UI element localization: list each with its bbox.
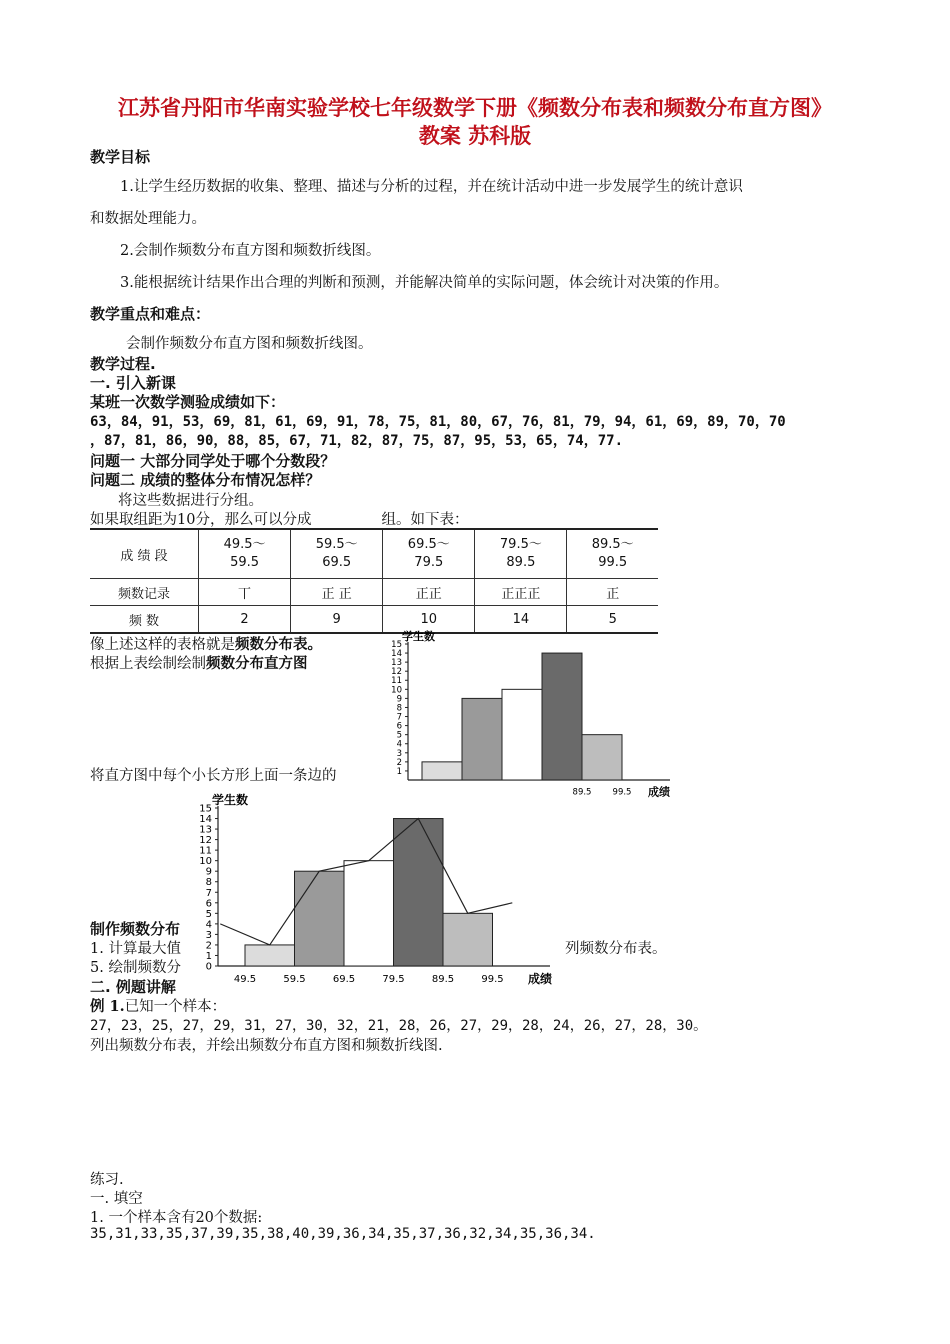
x-tick-label: 79.5 — [382, 974, 405, 985]
row-label-count: 频 数 — [90, 606, 199, 634]
data-intro: 某班一次数学测验成绩如下： — [90, 393, 286, 411]
goal-item-2: 2.会制作频数分布直方图和频数折线图。 — [120, 243, 381, 259]
step-1: 1. 计算最大值 — [90, 941, 181, 957]
range-cell: 89.5～ 99.5 — [567, 529, 658, 579]
histogram-bar — [344, 861, 394, 966]
x-tick-label: 89.5 — [572, 787, 592, 798]
histogram-chart-2 — [190, 778, 580, 986]
count-cell: 9 — [291, 606, 383, 634]
histogram-bar — [462, 698, 502, 780]
x-axis-label: 成绩 — [648, 785, 670, 799]
count-cell: 2 — [199, 606, 291, 634]
x-tick-label: 89.5 — [431, 974, 455, 985]
goals-heading: 教学目标 — [90, 148, 151, 166]
y-tick-label: 13 — [199, 824, 212, 836]
example-text: 已知一个样本： — [124, 999, 227, 1015]
y-tick-label: 11 — [391, 676, 402, 687]
x-tick-label: 49.5 — [233, 974, 257, 985]
y-tick-label: 12 — [391, 667, 402, 678]
histogram-bar — [394, 819, 444, 966]
y-tick-label: 13 — [391, 658, 402, 669]
group-text: 将这些数据进行分组。 — [118, 493, 263, 509]
x-tick-label: 59.5 — [283, 974, 306, 985]
histogram-bar — [502, 689, 542, 780]
y-tick-label: 15 — [391, 639, 402, 650]
tally-cell: 正正 — [383, 579, 475, 606]
y-tick-label: 1 — [205, 950, 212, 962]
example-data: 27，23，25，27，29，31，27，30，32，21，28，26，27，29，28，24，26，27，28，30。 — [90, 1018, 708, 1034]
example-label: 例 1. — [90, 998, 125, 1015]
section2-heading: 二. 例题讲解 — [90, 978, 176, 996]
goal-item-1b: 和数据处理能力。 — [90, 211, 206, 227]
table-row-ranges — [90, 529, 658, 579]
goal-item-1a: 1.让学生经历数据的收集、整理、描述与分析的过程，并在统计活动中进一步发展学生的统计意识 — [120, 179, 743, 195]
histogram-bar — [542, 653, 582, 780]
line1-bold: 频数分布表。 — [235, 636, 322, 653]
y-tick-label: 1 — [396, 766, 402, 777]
x-tick-label: 99.5 — [612, 787, 632, 798]
section1-heading: 一. 引入新课 — [90, 374, 176, 392]
practice-data: 35,31,33,35,37,39,35,38,40,39,36,34,35,37,36,32,34,35,36,34. — [90, 1226, 596, 1242]
fill-in-blank — [311, 514, 381, 529]
keypoints-text: 会制作频数分布直方图和频数折线图。 — [126, 336, 373, 352]
count-cell: 5 — [567, 606, 658, 634]
after-table-line-3: 将直方图中每个小长方形上面一条边的 — [90, 768, 337, 784]
after-table-line-2 — [90, 652, 308, 673]
tally-cell: 丅 — [199, 579, 291, 606]
x-tick-label: 99.5 — [481, 974, 504, 985]
example-1 — [90, 995, 226, 1016]
line2-bold: 频数分布直方图 — [206, 655, 308, 672]
line1-text: 像上述这样的表格就是 — [90, 637, 235, 653]
range-cell: 49.5～ 59.5 — [199, 529, 291, 579]
histogram-bar — [443, 913, 493, 966]
question-2: 问题二 成绩的整体分布情况怎样？ — [90, 471, 321, 489]
y-tick-label: 8 — [205, 877, 212, 889]
y-tick-label: 14 — [199, 814, 212, 826]
y-tick-label: 7 — [396, 712, 402, 723]
histogram-chart-1 — [370, 625, 690, 800]
document-title-line1: 江苏省丹阳市华南实验学校七年级数学下册《频数分布表和频数分布直方图》 — [118, 96, 832, 120]
group-distance-text — [90, 508, 468, 529]
row-label-range: 成 绩 段 — [90, 529, 199, 579]
y-tick-label: 4 — [396, 739, 402, 750]
y-tick-label: 0 — [205, 961, 212, 973]
group-distance-prefix: 如果取组距为10分，那么可以分成 — [90, 512, 312, 528]
y-tick-label: 5 — [205, 908, 212, 920]
table-row-tally — [90, 579, 658, 606]
practice-subheading: 一. 填空 — [90, 1191, 143, 1207]
y-tick-label: 14 — [391, 649, 402, 660]
range-cell: 59.5～ 69.5 — [291, 529, 383, 579]
y-tick-label: 3 — [396, 748, 402, 759]
tally-cell: 正正正 — [475, 579, 567, 606]
question-1: 问题一 大部分同学处于哪个分数段？ — [90, 452, 336, 470]
y-axis-label: 学生数 — [212, 793, 249, 807]
y-tick-label: 10 — [391, 685, 402, 696]
tally-cell: 正 正 — [291, 579, 383, 606]
histogram-bar — [582, 735, 622, 780]
y-tick-label: 8 — [396, 703, 402, 714]
y-tick-label: 6 — [205, 898, 212, 910]
keypoints-heading: 教学重点和难点： — [90, 305, 211, 323]
y-tick-label: 9 — [396, 694, 402, 705]
steps-heading: 制作频数分布 — [90, 920, 181, 938]
x-tick-label: 69.5 — [332, 974, 356, 985]
frequency-table — [90, 528, 658, 634]
line2-text: 根据上表绘制绘制 — [90, 656, 206, 672]
y-tick-label: 4 — [205, 919, 212, 931]
goal-item-3: 3.能根据统计结果作出合理的判断和预测，并能解决简单的实际问题，体会统计对决策的作用。 — [120, 275, 729, 291]
y-tick-label: 15 — [199, 803, 212, 815]
tally-cell: 正 — [567, 579, 658, 606]
data-line-2: ，87，81，86，90，88，85，67，71，82，87，75，87，95，53，65，74，77. — [90, 433, 624, 449]
y-tick-label: 7 — [205, 887, 212, 899]
y-tick-label: 10 — [199, 856, 212, 868]
example-task: 列出频数分布表，并绘出频数分布直方图和频数折线图. — [90, 1038, 443, 1054]
y-tick-label: 9 — [205, 866, 212, 878]
process-heading: 教学过程. — [90, 355, 156, 373]
histogram-bar — [295, 871, 345, 966]
y-tick-label: 6 — [396, 721, 402, 732]
y-tick-label: 11 — [199, 845, 212, 857]
step-5: 5. 绘制频数分 — [90, 960, 181, 976]
y-tick-label: 2 — [396, 757, 402, 768]
group-distance-suffix: 组。如下表： — [381, 512, 469, 528]
y-axis-label: 学生数 — [402, 630, 435, 643]
after-table-line-1 — [90, 633, 322, 654]
y-tick-label: 12 — [199, 835, 212, 847]
row-label-tally: 频数记录 — [90, 579, 199, 606]
practice-question-1: 1. 一个样本含有20个数据: — [90, 1210, 263, 1226]
practice-heading: 练习. — [90, 1172, 124, 1188]
y-tick-label: 5 — [396, 730, 402, 741]
document-title-line2: 教案 苏科版 — [418, 124, 532, 148]
range-cell: 79.5～ 89.5 — [475, 529, 567, 579]
count-cell: 14 — [475, 606, 567, 634]
count-cell: 10 — [383, 606, 475, 634]
x-axis-label: 成绩 — [528, 972, 553, 986]
y-tick-label: 2 — [205, 940, 212, 952]
data-line-1: 63，84，91，53，69，81，61，69，91，78，75，81，80，67，76，81，79，94，61，69，89，70，70 — [90, 414, 786, 430]
y-tick-label: 3 — [205, 929, 212, 941]
steps-tail: 列频数分布表。 — [565, 941, 667, 957]
range-cell: 69.5～ 79.5 — [383, 529, 475, 579]
histogram-bar — [245, 945, 295, 966]
